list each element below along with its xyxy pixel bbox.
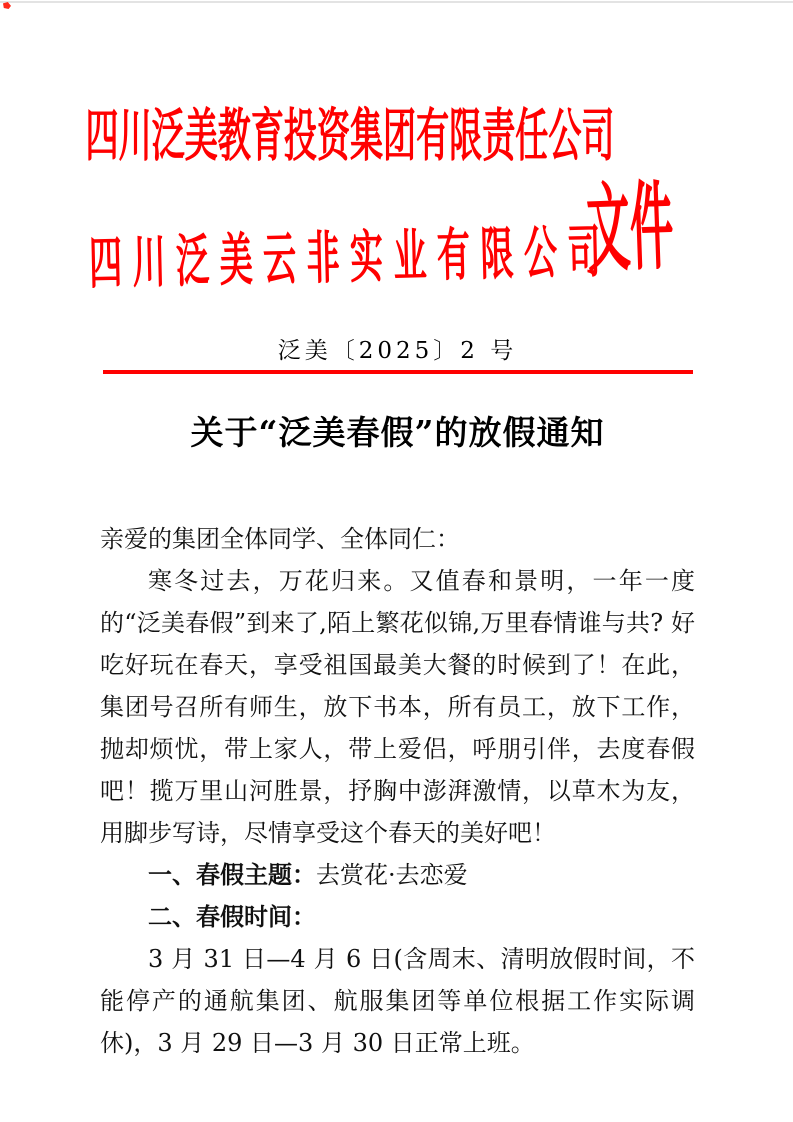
scan-artifact-mark <box>3 2 11 9</box>
section-theme-value: 去赏花·去恋爱 <box>316 861 468 889</box>
paragraph-intro: 寒冬过去，万花归来。又值春和景明，一年一度的“泛美春假”到来了,陌上繁花似锦,万里春情谁与共? 好吃好玩在春天，享受祖国最美大餐的时候到了！在此，集团号召所有师生，放下书本，所有员工，放下工作，抛却烦忧，带上家人，带上爱侣，呼朋引伴，去度春假吧！揽万里山河胜景，抒胸中澎湃激情，以草木为友，用脚步写诗，尽情享受这个春天的美好吧！ <box>100 567 695 847</box>
document-title: 关于“泛美春假”的放假通知 <box>190 413 605 452</box>
document-body <box>100 518 695 1064</box>
paragraph-schedule: 3 月 31 日—4 月 6 日(含周末、清明放假时间，不能停产的通航集团、航服集团等单位根据工作实际调休)，3 月 29 日—3 月 30 日正常上班。 <box>100 945 695 1057</box>
letterhead-doc-type <box>553 169 706 286</box>
salutation: 亲爱的集团全体同学、全体同仁： <box>100 525 460 553</box>
letterhead-org-line1-text: 四川泛美教育投资集团有限责任公司 <box>85 102 615 169</box>
letterhead-org-line2-text: 四川泛美云非实业有限公司 <box>88 218 612 297</box>
letterhead-doc-type-text: 文件 <box>584 169 676 286</box>
section-time <box>100 896 695 938</box>
doc-number: 泛美〔2025〕2 号 <box>277 338 518 364</box>
scan-edge-line <box>0 1 793 3</box>
section-time-label: 二、春假时间： <box>148 903 316 931</box>
section-theme <box>100 854 695 896</box>
section-theme-label: 一、春假主题： <box>148 861 316 889</box>
red-divider-rule <box>103 370 693 374</box>
letterhead-org-line2 <box>88 218 612 297</box>
letterhead-org-line1 <box>85 102 615 169</box>
